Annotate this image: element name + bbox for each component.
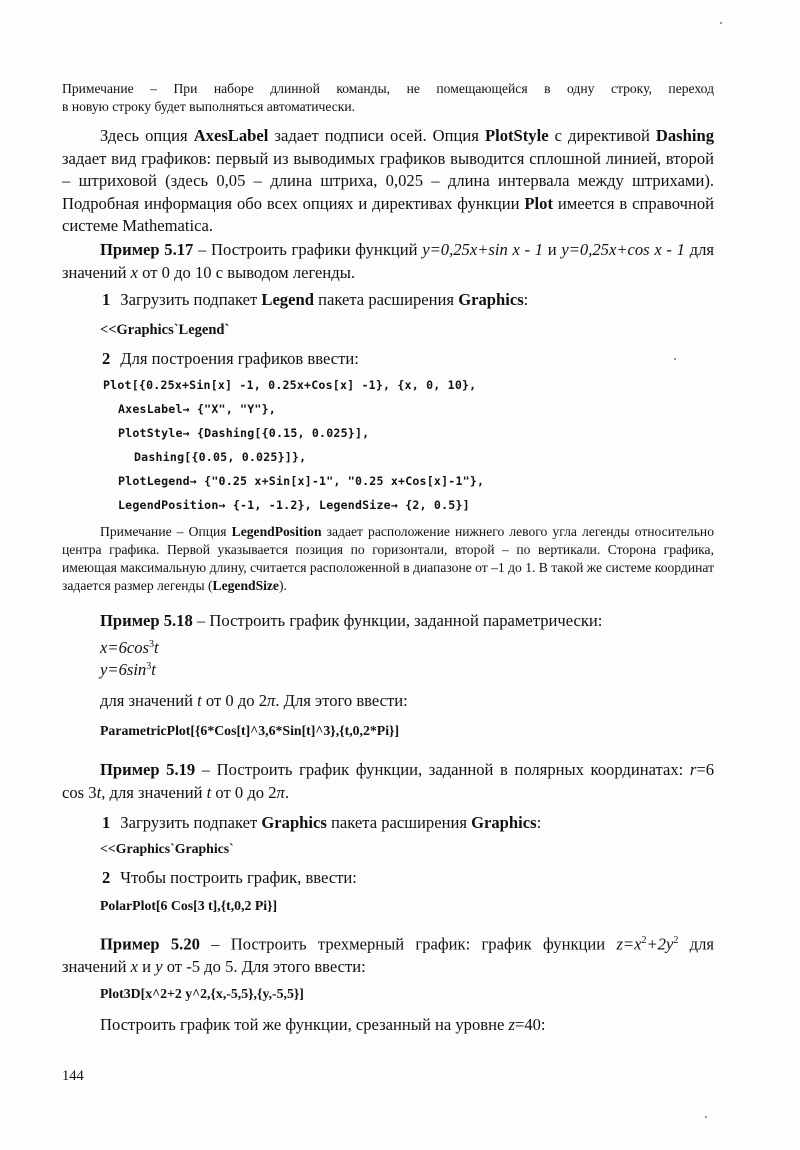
note-legend-position bbox=[62, 523, 714, 595]
keyword: PlotStyle bbox=[484, 126, 549, 145]
text: . Для этого ввести: bbox=[275, 691, 408, 710]
scan-speck bbox=[720, 22, 722, 24]
variable: t bbox=[206, 782, 212, 802]
scan-speck bbox=[674, 358, 676, 360]
text: задает подписи осей. Опция bbox=[268, 126, 485, 145]
variable: y bbox=[155, 957, 163, 977]
formula-part: z=x bbox=[616, 934, 642, 954]
formula-y bbox=[100, 660, 156, 680]
keyword: Legend bbox=[261, 290, 314, 309]
text: – Построить график функции, заданной в полярных координатах: bbox=[195, 760, 690, 779]
text: Примечание – Опция bbox=[100, 524, 232, 539]
keyword: LegendSize bbox=[212, 578, 279, 593]
code-line: Dashing[{0.05, 0.025}]}, bbox=[134, 450, 307, 464]
variable: x bbox=[130, 957, 139, 977]
example-5-19-step-1 bbox=[102, 813, 541, 833]
example-5-17-step-2 bbox=[102, 349, 359, 369]
page-number: 144 bbox=[62, 1068, 84, 1084]
text: от 0 до 10 с выводом легенды. bbox=[138, 262, 356, 282]
example-label: Пример 5.18 bbox=[100, 611, 193, 630]
text: пакета расширения bbox=[326, 813, 472, 832]
example-5-17-step-1 bbox=[102, 290, 528, 310]
text: Загрузить подпакет bbox=[120, 290, 262, 309]
text: и bbox=[138, 957, 156, 977]
axeslabel-paragraph bbox=[62, 125, 714, 238]
keyword: LegendPosition bbox=[231, 524, 322, 539]
plot3d-command: Plot3D[x^2+2 y^2,{x,-5,5},{y,-5,5}] bbox=[100, 986, 304, 1001]
keyword: Graphics bbox=[471, 813, 537, 832]
example-5-18-range bbox=[100, 691, 408, 711]
text: : bbox=[523, 290, 529, 309]
pi-symbol: π bbox=[267, 691, 276, 710]
keyword: Graphics bbox=[458, 290, 524, 309]
text: пакета расширения bbox=[313, 290, 459, 309]
example-5-19-step-2 bbox=[102, 868, 357, 888]
text: – Построить трехмерный график: график функции bbox=[199, 934, 617, 954]
text: для значений bbox=[62, 240, 715, 282]
text: для значений bbox=[100, 691, 198, 710]
text: от 0 до 2 bbox=[211, 782, 277, 802]
example-5-19-heading bbox=[62, 759, 714, 804]
scan-speck bbox=[705, 1116, 707, 1118]
note-line: в новую строку будет выполняться автоматически. bbox=[62, 99, 356, 114]
step-number: 1 bbox=[102, 290, 111, 309]
example-label: Пример 5.20 bbox=[100, 934, 200, 954]
formula-part: t bbox=[151, 660, 156, 679]
text: Здесь опция bbox=[100, 126, 194, 145]
variable: r bbox=[689, 760, 697, 779]
example-5-20-heading bbox=[62, 930, 714, 979]
formula-part: t bbox=[153, 638, 159, 657]
variable: z bbox=[508, 1015, 515, 1034]
example-5-18-heading bbox=[62, 610, 714, 633]
text: . bbox=[284, 782, 290, 802]
variable: x bbox=[130, 262, 139, 282]
code-line: PlotStyle→ {Dashing[{0.15, 0.025}], bbox=[118, 426, 370, 440]
text: Чтобы построить график, ввести: bbox=[120, 868, 357, 887]
pi-symbol: π bbox=[276, 782, 285, 802]
text: =6 cos 3 bbox=[62, 760, 714, 802]
note-line: Примечание – При наборе длинной команды, не помещающейся в одну строку, переход bbox=[62, 81, 714, 96]
note-long-command bbox=[62, 80, 714, 116]
variable: t bbox=[96, 782, 102, 802]
formula-part: x=6cos bbox=[100, 638, 149, 657]
keyword: Dashing bbox=[655, 126, 715, 145]
text: с директивой bbox=[548, 126, 656, 145]
formula-part: +2y bbox=[646, 934, 674, 954]
variable: t bbox=[197, 691, 202, 710]
text: , для значений bbox=[101, 782, 207, 802]
exponent: 2 bbox=[641, 935, 647, 946]
text: задает расположение нижнего левого угла легенды относительно центра графика. Первой указывается позиция по горизонтали, второй – по вертикали. Сторона графика, имеющая максимальную длину, считается расположенной в диапазоне от –1 до 1. В такой же системе координат задается размер легенды ( bbox=[62, 524, 715, 593]
example-5-17-heading bbox=[62, 239, 714, 284]
step-number: 2 bbox=[102, 868, 111, 887]
text: Построить график той же функции, срезанный на уровне bbox=[100, 1015, 509, 1034]
text: задает вид графиков: первый из выводимых графиков выводится сплошной линией, второй – штриховой (здесь 0,05 – длина штриха, 0,025 – длина интервала между штрихами). Подробная информация обо всех опциях и директивах функции bbox=[62, 148, 714, 213]
text: для значений bbox=[62, 934, 715, 977]
code-line: LegendPosition→ {-1, -1.2}, LegendSize→ {2, 0.5}] bbox=[118, 498, 470, 512]
exponent: 3 bbox=[146, 661, 152, 672]
text: и bbox=[543, 240, 562, 259]
formula: y=0,25x+sin x - 1 bbox=[422, 240, 544, 259]
example-label: Пример 5.17 bbox=[100, 240, 194, 259]
text: : bbox=[536, 813, 542, 832]
polar-plot-command: PolarPlot[6 Cos[3 t],{t,0,2 Pi}] bbox=[100, 898, 278, 913]
formula: y=0,25x+cos x - 1 bbox=[561, 240, 685, 259]
load-legend-command: <<Graphics`Legend` bbox=[100, 322, 230, 338]
text: от -5 до 5. Для этого ввести: bbox=[162, 957, 366, 977]
exponent: 3 bbox=[148, 639, 154, 650]
text: Загрузить подпакет bbox=[120, 813, 262, 832]
load-graphics-command: <<Graphics`Graphics` bbox=[100, 841, 234, 856]
text: ). bbox=[278, 578, 287, 593]
text: имеется в справочной системе Mathematica. bbox=[62, 193, 714, 235]
keyword: Graphics bbox=[261, 813, 327, 832]
code-line: AxesLabel→ {"X", "Y"}, bbox=[118, 402, 276, 416]
exponent: 2 bbox=[673, 935, 679, 946]
example-5-20-last-line bbox=[100, 1015, 546, 1035]
example-label: Пример 5.19 bbox=[100, 760, 196, 779]
keyword: Plot bbox=[524, 193, 553, 213]
text: =40: bbox=[514, 1015, 546, 1034]
keyword: AxesLabel bbox=[193, 126, 269, 145]
formula-x bbox=[100, 638, 159, 658]
step-number: 2 bbox=[102, 349, 111, 368]
formula-part: y=6sin bbox=[100, 660, 147, 679]
text: от 0 до 2 bbox=[201, 691, 268, 710]
code-line: PlotLegend→ {"0.25 x+Sin[x]-1", "0.25 x+Cos[x]-1"}, bbox=[118, 474, 485, 488]
parametric-plot-command: ParametricPlot[{6*Cos[t]^3,6*Sin[t]^3},{t,0,2*Pi}] bbox=[100, 723, 400, 738]
text: Для построения графиков ввести: bbox=[120, 349, 359, 368]
text: – Построить график функции, заданной параметрически: bbox=[192, 611, 603, 630]
code-line: Plot[{0.25x+Sin[x] -1, 0.25x+Cos[x] -1}, {x, 0, 10}, bbox=[103, 378, 477, 392]
text: – Построить графики функций bbox=[193, 240, 423, 259]
step-number: 1 bbox=[102, 813, 111, 832]
